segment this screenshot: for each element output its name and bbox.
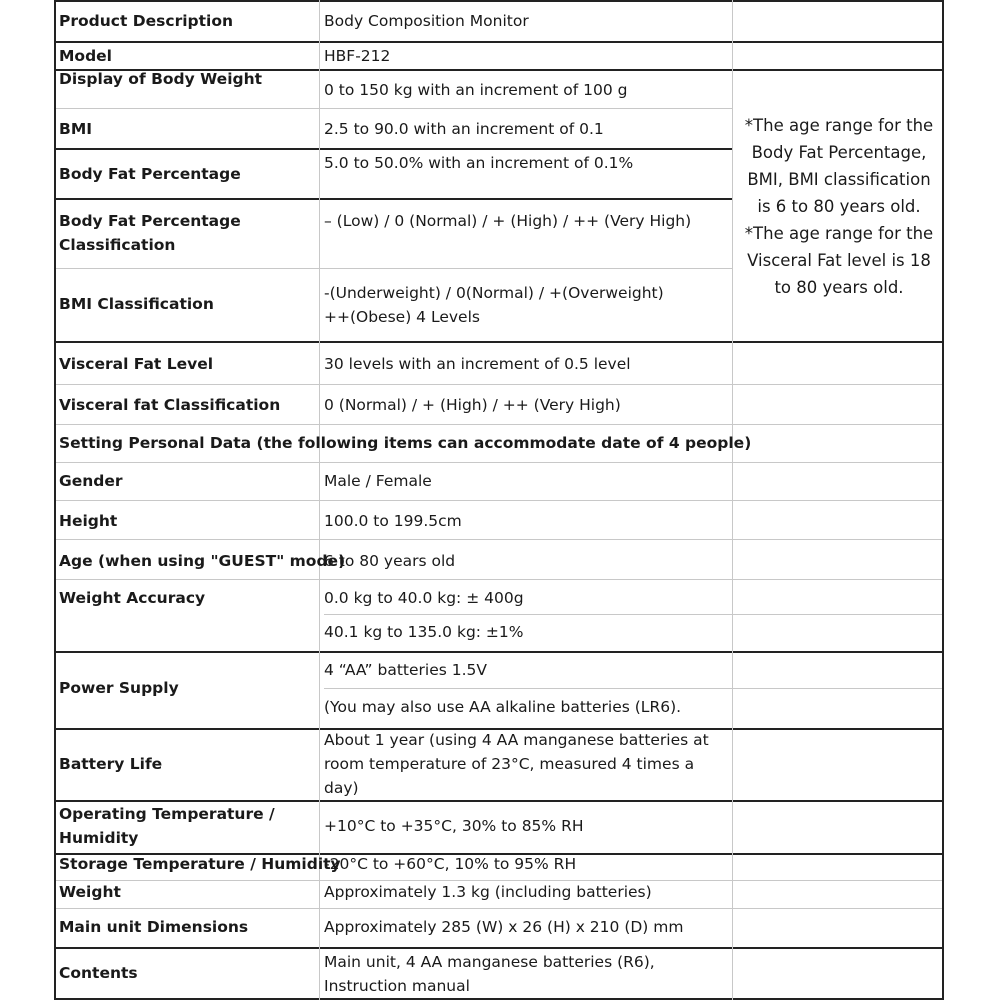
note-line: BMI, BMI classification (747, 170, 931, 189)
row-label (59, 469, 123, 493)
row-label-line: Humidity (59, 829, 139, 847)
row-value-line: 0 to 150 kg with an increment of 100 g (324, 81, 628, 99)
row-label (59, 44, 112, 68)
row-value-line: 0.0 kg to 40.0 kg: ± 400g (324, 589, 524, 607)
row-value-line: (You may also use AA alkaline batteries (LR6). (324, 698, 682, 716)
row-divider (54, 148, 732, 150)
row-divider (324, 614, 944, 615)
row-label-line: Display of Body Weight (59, 70, 263, 88)
row-value (324, 880, 652, 904)
row-label-line: Weight Accuracy (59, 589, 206, 607)
row-label-line: Visceral Fat Level (59, 355, 214, 373)
row-value-line: 6 to 80 years old (324, 552, 456, 570)
row-value-line: -(Underweight) / 0(Normal) / +(Overweight) (324, 284, 664, 302)
row-value-line: day) (324, 779, 359, 797)
row-label (59, 117, 92, 141)
row-label-line: Model (59, 47, 112, 65)
note-line: *The age range for the (744, 224, 934, 243)
row-label-line: Storage Temperature / Humidity (59, 855, 341, 873)
row-value (324, 509, 462, 533)
row-divider (54, 947, 944, 949)
row-value-line: 4 “AA” batteries 1.5V (324, 661, 487, 679)
row-value (324, 44, 390, 68)
row-value (324, 117, 604, 141)
row-label (59, 393, 280, 417)
row-label (59, 292, 214, 316)
note-line: Visceral Fat level is 18 (747, 251, 931, 270)
row-value (324, 9, 529, 33)
row-value (324, 469, 432, 493)
row-value (324, 352, 631, 376)
row-value (324, 950, 655, 998)
row-value (324, 78, 628, 102)
row-value (324, 586, 524, 610)
row-label (59, 852, 341, 876)
row-value-line: ++(Obese) 4 Levels (324, 308, 480, 326)
row-label (59, 209, 241, 257)
row-label-line: Height (59, 512, 118, 530)
row-value (324, 658, 487, 682)
row-value-line: HBF-212 (324, 47, 391, 65)
row-divider (54, 384, 944, 385)
age-range-note (735, 112, 943, 301)
row-label-line: Contents (59, 964, 138, 982)
row-label-line: Gender (59, 472, 123, 490)
row-value-line: +10°C to +35°C, 30% to 85% RH (324, 817, 584, 835)
row-label (59, 586, 205, 610)
row-divider (54, 424, 944, 425)
row-label (59, 802, 275, 850)
note-line: Body Fat Percentage, (751, 143, 927, 162)
row-value-line: room temperature of 23°C, measured 4 times a (324, 755, 695, 773)
row-value-line: – (Low) / 0 (Normal) / + (High) / ++ (Very High) (324, 212, 692, 230)
row-label (59, 961, 138, 985)
row-label-line: Classification (59, 236, 176, 254)
row-label (59, 352, 213, 376)
row-label-line: Power Supply (59, 679, 179, 697)
row-value (324, 852, 576, 876)
spec-table (54, 0, 944, 1000)
row-label-line: Setting Personal Data (the following items can accommodate date of 4 people) (59, 434, 752, 452)
row-value-line: Approximately 1.3 kg (including batteries) (324, 883, 652, 901)
row-value (324, 281, 664, 329)
row-label-line: BMI Classification (59, 295, 214, 313)
row-divider (54, 108, 732, 109)
row-divider (54, 579, 944, 580)
row-label (59, 915, 248, 939)
row-label (59, 752, 162, 776)
row-label-line: Product Description (59, 12, 234, 30)
row-label (59, 509, 117, 533)
row-divider (324, 688, 944, 689)
row-label (59, 549, 345, 573)
row-label-line: Age (when using "GUEST" mode) (59, 552, 346, 570)
row-divider (54, 341, 944, 343)
row-label-line: Body Fat Percentage (59, 165, 241, 183)
column-divider (319, 0, 320, 1000)
row-value-line: Body Composition Monitor (324, 12, 529, 30)
column-divider (732, 0, 733, 1000)
row-divider (54, 268, 732, 269)
row-value-line: Instruction manual (324, 977, 470, 995)
row-label-line: Body Fat Percentage (59, 212, 241, 230)
row-divider (54, 198, 732, 200)
row-value-line: Approximately 285 (W) x 26 (H) x 210 (D) mm (324, 918, 684, 936)
row-value (324, 209, 691, 233)
row-value-line: 0 (Normal) / + (High) / ++ (Very High) (324, 396, 621, 414)
row-label (59, 880, 121, 904)
row-label (59, 9, 233, 33)
row-divider (54, 651, 944, 653)
row-value (324, 620, 524, 644)
row-value-line: 30 levels with an increment of 0.5 level (324, 355, 631, 373)
row-label-line: Battery Life (59, 755, 163, 773)
row-label (59, 431, 751, 455)
row-value-line: 40.1 kg to 135.0 kg: ±1% (324, 623, 524, 641)
note-line: to 80 years old. (774, 278, 904, 297)
row-label-line: Main unit Dimensions (59, 918, 249, 936)
row-value (324, 814, 584, 838)
row-divider (54, 539, 944, 540)
row-value-line: -20°C to +60°C, 10% to 95% RH (324, 855, 577, 873)
row-value (324, 151, 633, 175)
row-divider (54, 462, 944, 463)
row-label-line: BMI (59, 120, 93, 138)
row-value-line: Male / Female (324, 472, 432, 490)
row-label (59, 162, 241, 186)
row-value (324, 393, 621, 417)
row-label (59, 676, 179, 700)
column-divider (54, 0, 56, 1000)
row-divider (54, 41, 944, 43)
row-value-line: 2.5 to 90.0 with an increment of 0.1 (324, 120, 604, 138)
row-value (324, 728, 709, 800)
row-label-line: Operating Temperature / (59, 805, 275, 823)
row-value-line: About 1 year (using 4 AA manganese batteries at (324, 731, 709, 749)
row-value-line: Main unit, 4 AA manganese batteries (R6), (324, 953, 655, 971)
row-label-line: Visceral fat Classification (59, 396, 281, 414)
row-value (324, 695, 681, 719)
row-value-line: 5.0 to 50.0% with an increment of 0.1% (324, 154, 634, 172)
row-value (324, 915, 683, 939)
row-label (59, 67, 262, 91)
row-value (324, 549, 455, 573)
row-divider (54, 500, 944, 501)
row-label-line: Weight (59, 883, 121, 901)
note-line: is 6 to 80 years old. (757, 197, 921, 216)
row-divider (54, 908, 944, 909)
row-divider (54, 0, 944, 2)
row-value-line: 100.0 to 199.5cm (324, 512, 462, 530)
note-line: *The age range for the (744, 116, 934, 135)
